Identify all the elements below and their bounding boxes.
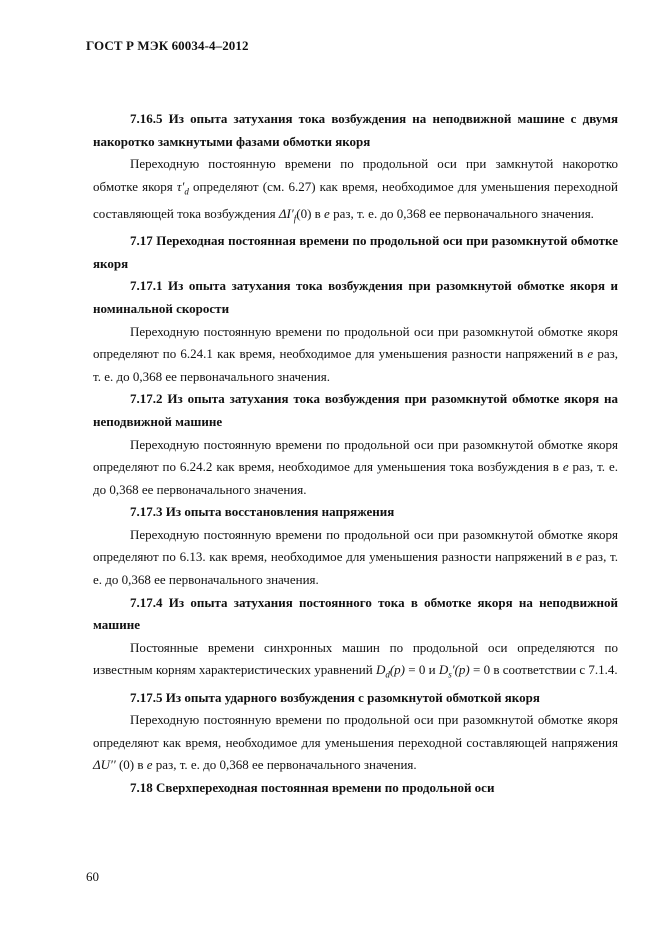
section-heading-7-17: 7.17 Переходная постоянная времени по продольной оси при разомкнутой обмотке якоря [93,233,618,271]
tau-symbol: $\tau'_d$ [176,178,189,197]
section-heading-7-17-4: 7.17.4 Из опыта затухания постоянного тока в обмотке якоря на неподвижной машине [93,594,618,633]
paragraph-7-16-5: Переходную постоянную времени по продольной оси при замкнутой накоротко обмотке якоря $\tau'_d$ определяют (см. 6.27) как время, необходимое для уменьшения переходной составляющей тока возбуждения $\Delta I'_f(0)$ в e раз, т. е. до 0,368 ее первоначального значения. [93,156,618,224]
paragraph-7-17-3: Переходную постоянную времени по продольной оси при разомкнутой обмотке якоря определяют по 6.13. как время, необходимое для уменьшения разности напряжений в e раз, т. е. до 0,368 ее первоначального значения. [93,526,619,588]
document-header: ГОСТ Р МЭК 60034-4–2012 [86,38,249,53]
ds-formula: $D_s'(p)$ [438,662,470,681]
page-number: 60 [86,869,99,884]
paragraph-7-17-1: Переходную постоянную времени по продольной оси при разомкнутой обмотке якоря определяют по 6.24.1 как время, необходимое для уменьшения разности напряжений в e раз, т. е. до 0,368 ее первоначального значения. [93,323,618,384]
paragraph-7-17-2: Переходную постоянную времени по продольной оси при разомкнутой обмотке якоря определяют по 6.24.2 как время, необходимое для уменьшения тока возбуждения в e раз, т. е. до 0,368 ее первоначального значения. [93,436,618,497]
section-heading-7-17-1: 7.17.1 Из опыта затухания тока возбуждения при разомкнутой обмотке якоря и номинальной скорости [93,278,618,316]
paragraph-7-17-5: Переходную постоянную времени по продольной оси при разомкнутой обмотке якоря определяют как время, необходимое для уменьшения переходной составляющей напряжения ΔU′′ (0) в e раз, т. е. до 0,368 ее первоначального значения. [93,712,618,773]
section-heading-7-16-5: 7.16.5 Из опыта затухания тока возбуждения на неподвижной машине с двумя накоротко замкнутыми фазами обмотки якоря [93,111,618,149]
document-body [93,108,618,800]
section-heading-7-17-5: 7.17.5 Из опыта ударного возбуждения с разомкнутой обмоткой якоря [130,689,540,705]
section-heading-7-18: 7.18 Сверхпереходная постоянная времени по продольной оси [130,780,495,795]
dd-formula: $D_d(p)$ [375,662,406,681]
section-heading-7-17-2: 7.17.2 Из опыта затухания тока возбуждения при разомкнутой обмотке якоря на неподвижной машине [93,391,618,429]
paragraph-7-17-4: Постоянные времени синхронных машин по продольной оси определяются по известным корням характеристических уравнений $D_d(p) = 0$ и $D_s'(p) = 0$ в соответствии с 7.1.4. [93,639,618,681]
delta-if-symbol: $\Delta I'_f$ [278,205,297,224]
section-heading-7-17-3: 7.17.3 Из опыта восстановления напряжения [130,504,395,520]
delta-u-symbol: ΔU′′ [93,757,116,773]
